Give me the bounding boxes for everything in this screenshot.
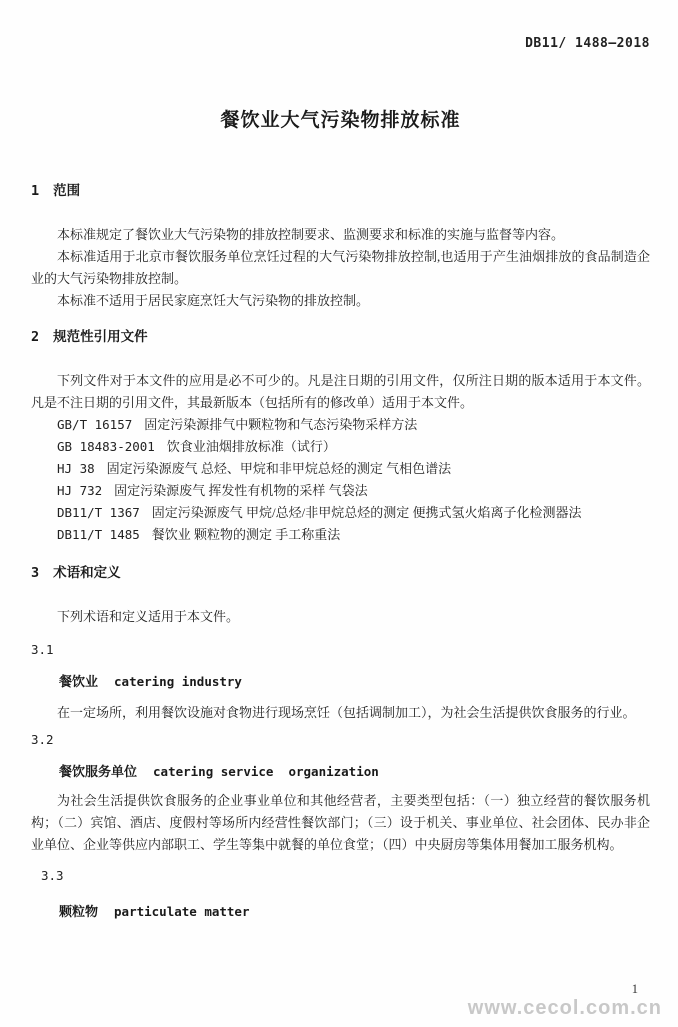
reference-item [31, 524, 650, 546]
term-en: catering service organization [153, 764, 379, 779]
reference-item [31, 414, 650, 436]
term-line-3-1 [31, 672, 650, 692]
page-number: 1 [631, 982, 638, 996]
scope-paragraph-3: 本标准不适用于居民家庭烹饪大气污染物的排放控制。 [57, 293, 370, 308]
reference-item [31, 480, 650, 502]
term-line-3-3 [31, 902, 650, 922]
section-number: 3 [31, 565, 40, 581]
section-heading-references [31, 328, 650, 346]
term-line-3-2 [31, 762, 650, 782]
doc-number: DB11/ 1488—2018 [525, 36, 650, 51]
terms-intro: 下列术语和定义适用于本文件。 [57, 609, 240, 624]
reference-code: GB/T 16157 [57, 417, 133, 432]
section-title: 规范性引用文件 [53, 329, 148, 344]
term-en: catering industry [114, 674, 242, 689]
reference-title: 固定污染源废气 总烃、甲烷和非甲烷总烃的测定 气相色谱法 [106, 461, 452, 476]
term-number-3-1: 3.1 [31, 642, 54, 657]
reference-title: 固定污染源废气 挥发性有机物的采样 气袋法 [114, 483, 368, 498]
term-definition-3-1: 在一定场所，利用餐饮设施对食物进行现场烹饪（包括调制加工），为社会生活提供饮食服务的行业。 [57, 705, 636, 720]
section-number: 2 [31, 329, 40, 345]
reference-list [31, 414, 650, 546]
page-title: 餐饮业大气污染物排放标准 [220, 110, 461, 131]
reference-code: HJ 732 [57, 483, 103, 498]
section-number: 1 [31, 183, 40, 199]
term-number-3-3: 3.3 [41, 868, 64, 883]
term-en: particulate matter [114, 904, 250, 919]
scope-paragraph-1: 本标准规定了餐饮业大气污染物的排放控制要求、监测要求和标准的实施与监督等内容。 [57, 227, 565, 242]
scope-paragraph-2: 本标准适用于北京市餐饮服务单位烹饪过程的大气污染物排放控制,也适用于产生油烟排放的食品制造企业的大气污染物排放控制。 [31, 249, 650, 286]
reference-title: 餐饮业 颗粒物的测定 手工称重法 [151, 527, 341, 542]
reference-item [31, 502, 650, 524]
reference-code: DB11/T 1485 [57, 527, 140, 542]
reference-title: 饮食业油烟排放标准（试行） [166, 439, 336, 454]
section-heading-terms [31, 564, 650, 582]
reference-code: DB11/T 1367 [57, 505, 140, 520]
term-cn: 餐饮服务单位 [59, 764, 138, 779]
term-cn: 餐饮业 [59, 674, 99, 689]
section-heading-scope [31, 182, 650, 200]
reference-title: 固定污染源排气中颗粒物和气态污染物采样方法 [144, 417, 418, 432]
watermark: www.cecol.com.cn [467, 997, 662, 1019]
reference-code: HJ 38 [57, 461, 95, 476]
section-title: 范围 [53, 183, 81, 198]
term-cn: 颗粒物 [59, 904, 99, 919]
term-number-3-2: 3.2 [31, 732, 54, 747]
reference-title: 固定污染源废气 甲烷/总烃/非甲烷总烃的测定 便携式氢火焰离子化检测器法 [151, 505, 582, 520]
reference-code: GB 18483-2001 [57, 439, 155, 454]
references-intro: 下列文件对于本文件的应用是必不可少的。凡是注日期的引用文件，仅所注日期的版本适用于本文件。凡是不注日期的引用文件，其最新版本（包括所有的修改单）适用于本文件。 [31, 373, 650, 410]
section-title: 术语和定义 [53, 565, 121, 580]
term-definition-3-2: 为社会生活提供饮食服务的企业事业单位和其他经营者，主要类型包括：（一）独立经营的餐饮服务机构；（二）宾馆、酒店、度假村等场所内经营性餐饮部门；（三）设于机关、事业单位、社会团体、民办非企业单位、企业等供应内部职工、学生等集中就餐的单位食堂；（四）中央厨房等集体用餐加工服务机构。 [31, 793, 650, 852]
reference-item [31, 458, 650, 480]
reference-item [31, 436, 650, 458]
